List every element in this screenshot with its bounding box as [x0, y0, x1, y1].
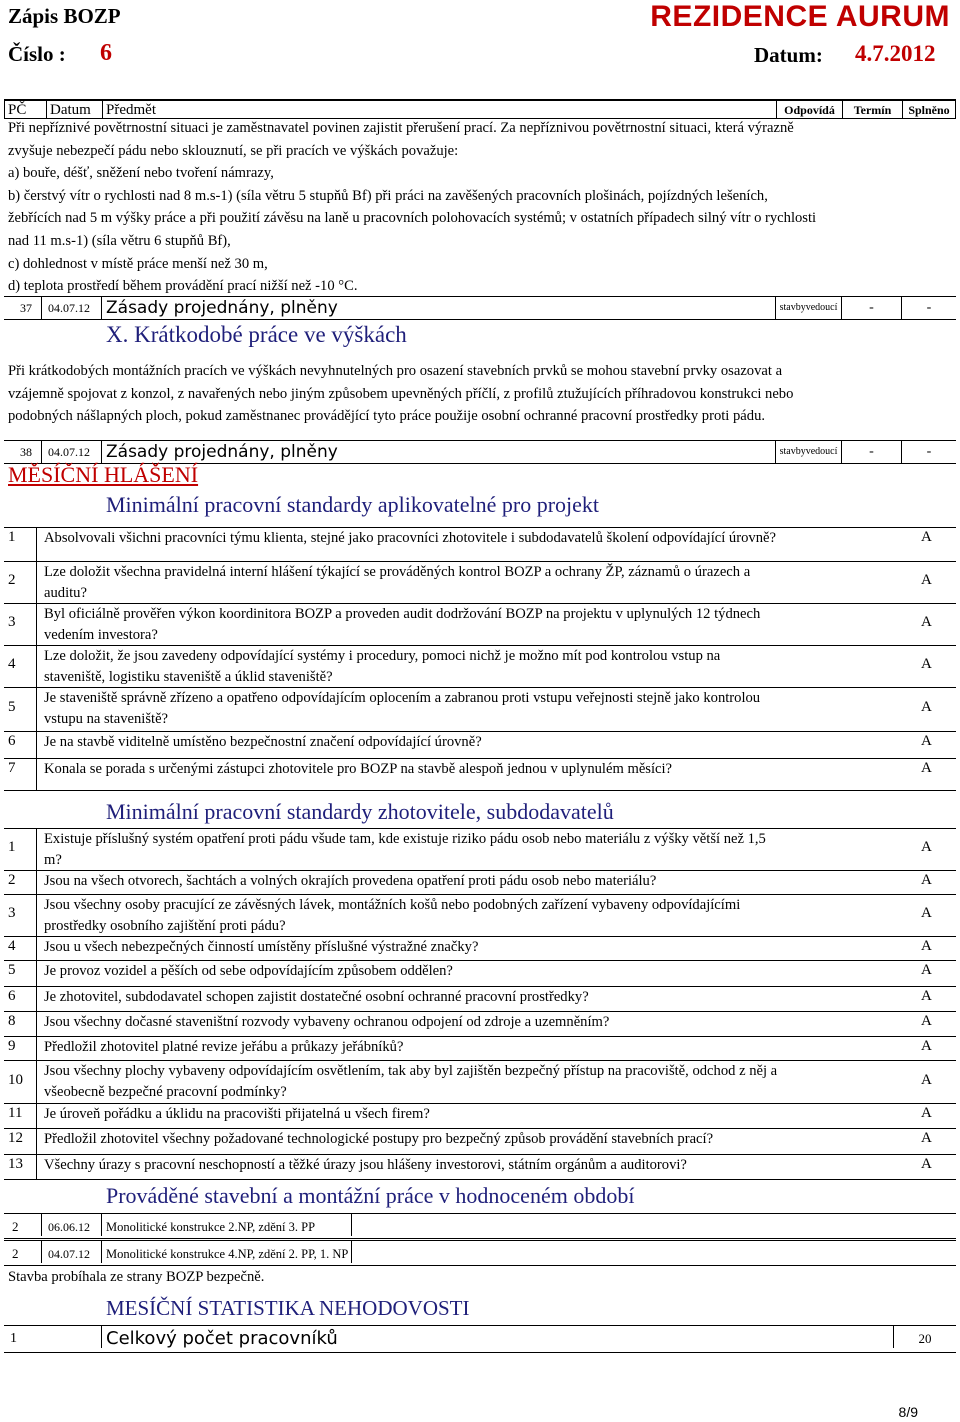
question-line: Je staveniště správně zřízeno a opatřeno odpovídajícím oplocením a zabranou proti vstupu veřejnosti stejně jako kontrolou: [44, 690, 761, 706]
answer-value: A: [921, 572, 932, 588]
monthly-report-title: MĚSÍČNÍ HLÁŠENÍ: [8, 462, 199, 487]
answer-value: A: [921, 733, 932, 749]
question-line: Předložil zhotovitel všechny požadované technologické postupy pro bezpečný způsob provádění stavebních prací?: [44, 1131, 714, 1147]
question-number: 11: [8, 1105, 23, 1121]
row-pc: 38: [4, 441, 42, 463]
works-title: Prováděné stavební a montážní práce v hodnoceném období: [106, 1183, 635, 1208]
question-line: Existuje příslušný systém opatření proti pádu všude tam, kde existuje riziko pádu osob nebo materiálu z výšky větší než 1,5: [44, 831, 766, 847]
question-line: Je provoz vozidel a pěších od sebe odpovídajícím způsobem oddělen?: [44, 963, 453, 979]
question-line: m?: [44, 852, 62, 868]
question-text: [44, 987, 899, 1008]
question-text: [44, 562, 899, 604]
answer-value: A: [921, 1105, 932, 1121]
weather-line: zvyšuje nebezpečí pádu nebo sklouznutí, se při pracích ve výškách považuje:: [8, 142, 459, 159]
column-divider: [36, 828, 37, 1179]
page-number: 8/9: [898, 1404, 918, 1420]
stat-value: 20: [918, 1331, 932, 1346]
question-text: [44, 604, 899, 646]
question-line: Lze doložit, že jsou zavedeny odpovídající systémy i procedury, pomoci nichž je možno mít pod kontrolou vstup na: [44, 648, 721, 664]
answer-value: A: [921, 1156, 932, 1172]
question-line: Je zhotovitel, subdodavatel schopen zajistit dostatečné osobní ochranné pracovní prostředky?: [44, 989, 589, 1005]
weather-line: c) dohlednost v místě práce menší než 30 m,: [8, 255, 268, 272]
question-line: staveniště, logistiku staveniště a úklid staveniště?: [44, 669, 333, 685]
works-date: 04.07.12: [42, 1241, 102, 1263]
cislo-label: Číslo :: [8, 42, 66, 66]
answer-value: A: [921, 905, 932, 921]
question-line: vedením investora?: [44, 627, 158, 643]
question-line: auditu?: [44, 585, 87, 601]
question-number: 4: [8, 938, 16, 954]
row-done: -: [926, 300, 932, 315]
contractor-standards-title: Minimální pracovní standardy zhotovitele, subdodavatelů: [106, 799, 614, 824]
question-text: [44, 1104, 899, 1125]
answer-value: A: [921, 1130, 932, 1146]
works-num: 2: [4, 1241, 42, 1263]
cislo-value: 6: [100, 40, 112, 66]
question-number: 3: [8, 905, 16, 921]
question-number: 2: [8, 572, 16, 588]
statistics-row: [4, 1325, 956, 1353]
question-text: [44, 646, 899, 688]
question-line: Konala se porada s určenými zástupci zhotovitele pro BOZP na stavbě alespoň jednou v uplynulém měsíci?: [44, 761, 673, 777]
question-text: [44, 829, 899, 871]
short-line: vzájemně spojovat z konzol, z navařených nebo jiným způsobem upevněných příčlí, z profilů ztužujících příhradovou konstrukci nebo: [8, 385, 794, 402]
question-text: [44, 1061, 899, 1103]
col-pc: PČ: [5, 101, 47, 119]
answer-value: A: [921, 839, 932, 855]
weather-paragraph: [8, 117, 953, 298]
answer-value: A: [921, 1038, 932, 1054]
question-line: Jsou u všech nebezpečných činností umístěny příslušné výstražné značky?: [44, 939, 479, 955]
project-title: REZIDENCE AURUM: [650, 0, 950, 33]
works-date: 06.06.12: [42, 1214, 102, 1236]
row-responsible: stavbyvedoucí: [776, 297, 842, 319]
col-termin: Termín: [843, 101, 903, 119]
datum-value: 4.7.2012: [855, 41, 936, 66]
question-text: [44, 871, 899, 892]
weather-line: b) čerstvý vítr o rychlosti nad 8 m.s-1) (síla větru 5 stupňů Bf) při práci na zavěšených pracovních plošinách, pojízdných lešeních,: [8, 187, 768, 204]
row-term: -: [842, 441, 902, 463]
statistics-title: MESÍČNÍ STATISTIKA NEHODOVOSTI: [106, 1296, 470, 1320]
row-subject: Zásady projednány, plněny: [102, 297, 776, 319]
answer-value: A: [921, 529, 932, 545]
question-number: 9: [8, 1038, 16, 1054]
question-text: [44, 759, 899, 780]
question-number: 12: [8, 1130, 23, 1146]
question-line: prostředky osobního zajištění proti pádu?: [44, 918, 286, 934]
answer-value: A: [921, 699, 932, 715]
question-line: Jsou všechny dočasné staveništní rozvody vybaveny ochranou odpojení od zdroje a uzemněním?: [44, 1014, 610, 1030]
answer-value: A: [921, 962, 932, 978]
works-text: Monolitické konstrukce 2.NP, zdění 3. PP: [102, 1214, 352, 1236]
row-subject: Zásady projednány, plněny: [102, 441, 776, 463]
question-line: Jsou všechny plochy vybaveny odpovídajícím osvětlením, tak aby byl zajištěn bezpečný přístup na pracoviště, odchod z něj a: [44, 1063, 778, 1079]
answer-value: A: [921, 1013, 932, 1029]
answer-value: A: [921, 614, 932, 630]
question-line: vstupu na staveniště?: [44, 711, 169, 727]
question-number: 7: [8, 760, 16, 776]
weather-line: d) teplota prostředí během provádění prací nižší než -10 °C.: [8, 278, 358, 295]
weather-line: nad 11 m.s-1) (síla větru 6 stupňů Bf),: [8, 232, 231, 249]
row-date: 04.07.12: [42, 441, 102, 463]
works-note: Stavba probíhala ze strany BOZP bezpečně.: [8, 1269, 265, 1285]
question-line: Absolvovali všichni pracovníci týmu klienta, stejné jako pracovníci zhotovitele i subdodavatelů školení odpovídající úrovně?: [44, 530, 776, 546]
question-text: [44, 895, 899, 937]
works-num: 2: [4, 1214, 42, 1236]
project-standards-title: Minimální pracovní standardy aplikovatelné pro projekt: [106, 492, 600, 517]
col-odpovida: Odpovídá: [777, 101, 843, 119]
answer-value: A: [921, 988, 932, 1004]
question-text: [44, 732, 899, 753]
question-text: [44, 961, 899, 982]
question-line: Je úroveň pořádku a úklidu na pracovišti přijatelná u všech firem?: [44, 1106, 430, 1122]
question-number: 5: [8, 699, 16, 715]
row-pc: 37: [4, 297, 42, 319]
weather-line: Při nepříznivé povětrnostní situaci je zaměstnavatel povinen zajistit přerušení prací. Za nepříznivou povětrnostní situaci, která výrazně: [8, 120, 794, 136]
works-row: [4, 1240, 956, 1266]
doc-title: Zápis BOZP: [8, 4, 121, 28]
stat-label: Celkový počet pracovníků: [102, 1326, 894, 1348]
row-divider: [4, 1179, 956, 1180]
question-number: 1: [8, 529, 16, 545]
row-divider: [4, 527, 956, 528]
question-text: [44, 1129, 899, 1150]
question-line: Všechny úrazy s pracovní neschopností a těžké úrazy jsou hlášeny investorovi, státním orgánům a auditorovi?: [44, 1157, 687, 1173]
question-line: Je na stavbě viditelně umístěno bezpečnostní značení odpovídající úrovně?: [44, 734, 482, 750]
question-number: 13: [8, 1156, 23, 1172]
question-text: [44, 528, 899, 549]
section-x-title: X. Krátkodobé práce ve výškách: [106, 322, 407, 347]
works-row: [4, 1213, 956, 1239]
question-number: 4: [8, 656, 16, 672]
col-datum: Datum: [47, 101, 103, 119]
weather-line: žebřících nad 5 m výšky práce a při použití závěsu na laně u pracovních polohovacích systémů; v ostatních případech silný vítr o rychlosti: [8, 210, 817, 227]
row-divider: [4, 790, 956, 791]
row-divider: [4, 828, 956, 829]
question-text: [44, 1012, 899, 1033]
question-number: 6: [8, 733, 16, 749]
column-header: [4, 99, 956, 119]
question-line: Jsou na všech otvorech, šachtách a volných okrajích provedena opatření proti pádu osob nebo materiálu?: [44, 873, 657, 889]
answer-value: A: [921, 938, 932, 954]
short-paragraph: [8, 360, 953, 428]
answer-value: A: [921, 872, 932, 888]
question-line: všeobecně bezpečné pracovní podmínky?: [44, 1084, 287, 1100]
question-number: 8: [8, 1013, 16, 1029]
question-text: [44, 1037, 899, 1058]
short-line: Při krátkodobých montážních pracích ve výškách nevyhnutelných pro osazení stavebních prvků se mohou stavební prvky osazovat a: [8, 363, 783, 379]
question-number: 10: [8, 1071, 23, 1088]
question-line: Byl oficiálně prověřen výkon koordinitora BOZP a proveden audit dodržování BOZP na projektu v uplynulých 12 týdnech: [44, 606, 761, 622]
table-row: [4, 296, 956, 320]
col-predmet: Předmět: [103, 101, 777, 119]
short-line: podobných nášlapných ploch, pokud zaměstnanec provádějící tyto práce použije osobní ochranné pracovní prostředky proti pádu.: [8, 408, 766, 425]
works-text: Monolitické konstrukce 4.NP, zdění 2. PP, 1. NP: [102, 1241, 352, 1263]
datum-label: Datum:: [754, 43, 823, 67]
question-line: Předložil zhotovitel platné revize jeřábu a průkazy jeřábníků?: [44, 1039, 404, 1055]
question-text: [44, 688, 899, 730]
row-done: -: [926, 444, 932, 459]
answer-value: A: [921, 760, 932, 776]
question-text: [44, 1155, 899, 1176]
row-term: -: [842, 297, 902, 319]
question-number: 3: [8, 614, 16, 630]
question-number: 6: [8, 988, 16, 1004]
question-number: 5: [8, 962, 16, 978]
question-line: Jsou všechny osoby pracující ze závěsných lávek, montážních košů nebo podobných zařízení vybaveny odpovídajícími: [44, 897, 741, 913]
question-number: 1: [8, 839, 16, 855]
question-number: 2: [8, 872, 16, 888]
question-line: Lze doložit všechna pravidelná interní hlášení týkající se prováděných kontrol BOZP a ochrany ŽP, záznamů o úrazech a: [44, 564, 751, 580]
weather-line: a) bouře, déšť, sněžení nebo tvoření námrazy,: [8, 165, 274, 182]
question-text: [44, 937, 899, 958]
row-responsible: stavbyvedoucí: [776, 441, 842, 463]
stat-num: 1: [4, 1326, 102, 1348]
answer-value: A: [921, 656, 932, 672]
table-row: [4, 440, 956, 464]
column-divider: [36, 527, 37, 790]
col-splneno: Splněno: [908, 103, 950, 117]
answer-value: A: [921, 1071, 932, 1088]
row-date: 04.07.12: [42, 297, 102, 319]
